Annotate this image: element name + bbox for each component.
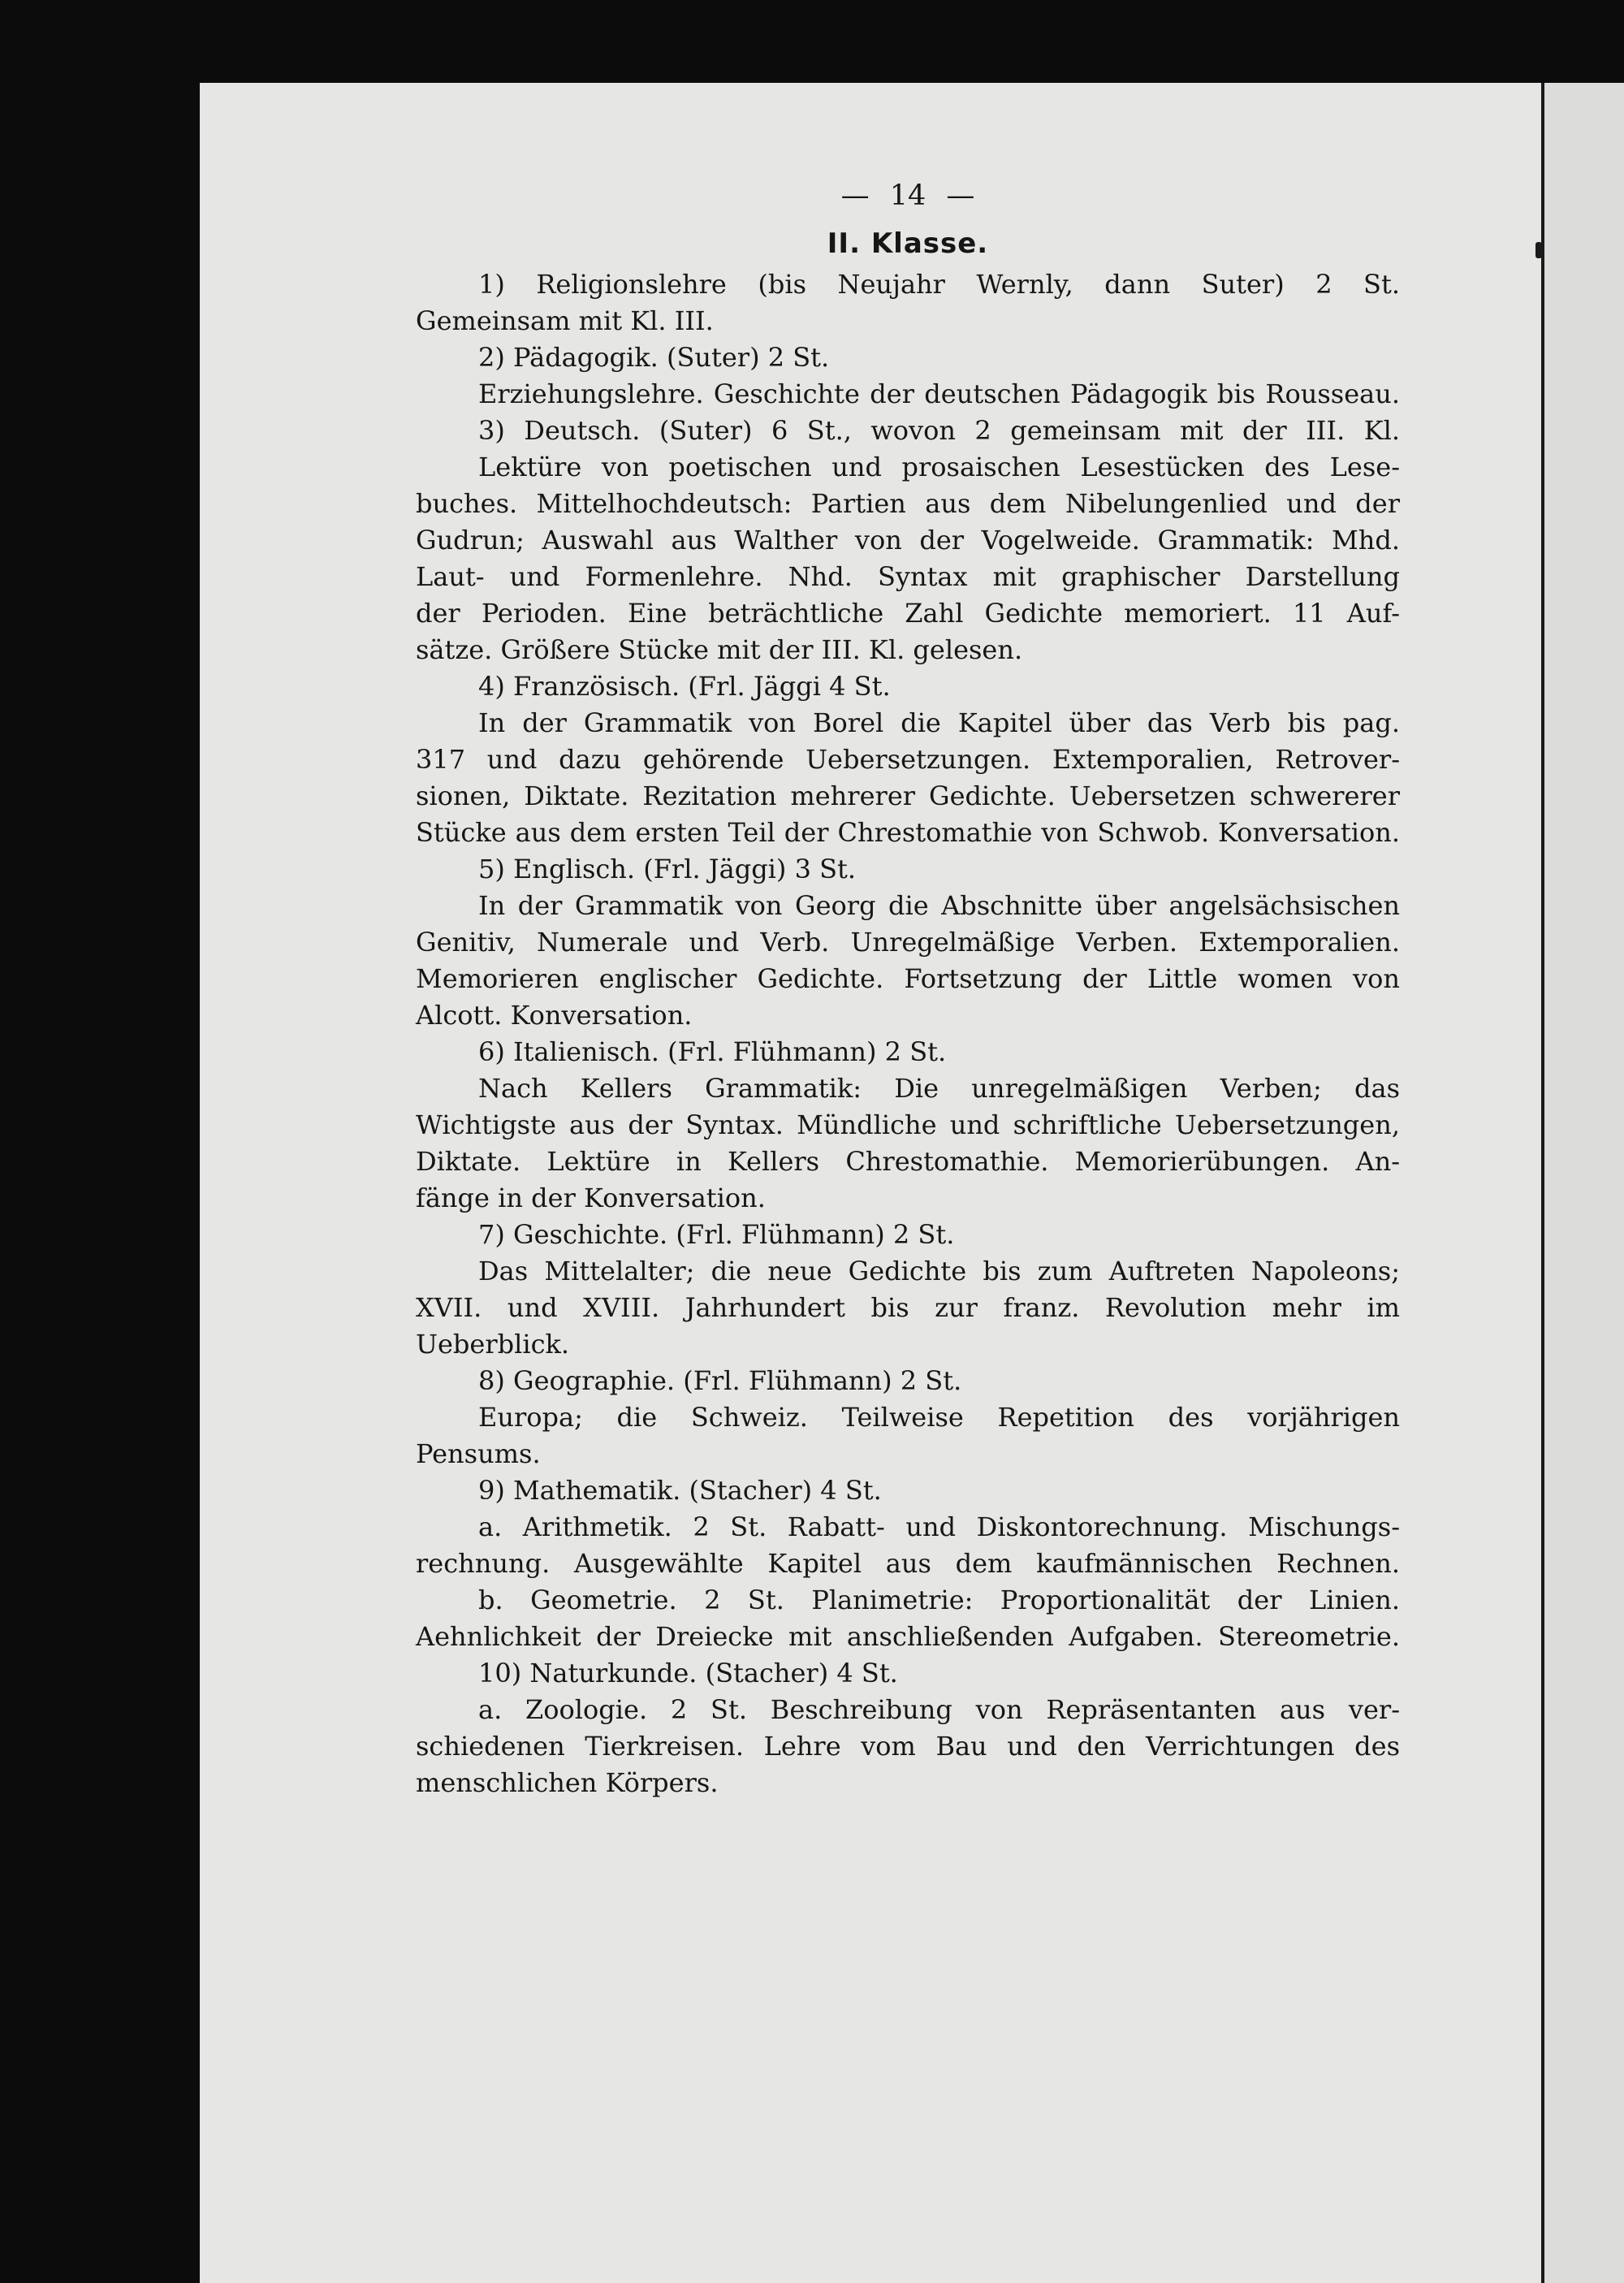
text-line: Memorieren englischer Gedichte. Fortsetzung der Little women von	[416, 963, 1400, 994]
text-line: a. Zoologie. 2 St. Beschreibung von Repräsentanten aus ver-	[478, 1694, 1400, 1725]
text-line: Stücke aus dem ersten Teil der Chrestomathie von Schwob. Konversation.	[416, 817, 1400, 848]
text-line: In der Grammatik von Borel die Kapitel über das Verb bis pag.	[478, 707, 1400, 738]
text-line: Das Mittelalter; die neue Gedichte bis zum Auftreten Napoleons;	[478, 1256, 1400, 1286]
text-line: Lektüre von poetischen und prosaischen Lesestücken des Lese-	[478, 452, 1400, 482]
text-line: Erziehungslehre. Geschichte der deutschen Pädagogik bis Rousseau.	[478, 378, 1400, 409]
text-line: 317 und dazu gehörende Uebersetzungen. Extemporalien, Retrover-	[416, 744, 1400, 775]
section-heading: II. Klasse.	[827, 227, 989, 260]
text-line: sätze. Größere Stücke mit der III. Kl. gelesen.	[416, 634, 1023, 665]
text-line: Diktate. Lektüre in Kellers Chrestomathie. Memorierübungen. An-	[416, 1146, 1400, 1177]
text-line: Europa; die Schweiz. Teilweise Repetition des vorjährigen	[478, 1402, 1400, 1433]
text-line: Genitiv, Numerale und Verb. Unregelmäßige Verben. Extemporalien.	[416, 927, 1400, 958]
page-text	[416, 171, 1400, 1801]
page-edge-mark	[1535, 242, 1542, 258]
text-line: Gemeinsam mit Kl. III.	[416, 305, 714, 336]
text-line: 8) Geographie. (Frl. Flühmann) 2 St.	[478, 1365, 962, 1396]
text-line: 3) Deutsch. (Suter) 6 St., wovon 2 gemeinsam mit der III. Kl.	[478, 415, 1400, 446]
text-line: 4) Französisch. (Frl. Jäggi 4 St.	[478, 671, 891, 702]
text-line: 10) Naturkunde. (Stacher) 4 St.	[478, 1658, 898, 1688]
text-line: Laut- und Formenlehre. Nhd. Syntax mit graphischer Darstellung	[416, 561, 1400, 592]
text-line: 9) Mathematik. (Stacher) 4 St.	[478, 1475, 882, 1506]
text-line: fänge in der Konversation.	[416, 1183, 766, 1213]
text-line: 2) Pädagogik. (Suter) 2 St.	[478, 342, 830, 373]
text-line: der Perioden. Eine beträchtliche Zahl Gedichte memoriert. 11 Auf-	[416, 598, 1400, 629]
text-line: rechnung. Ausgewählte Kapitel aus dem kaufmännischen Rechnen.	[416, 1548, 1400, 1579]
text-line: Ueberblick.	[416, 1329, 570, 1360]
page-number: — 14 —	[840, 179, 975, 212]
text-line: a. Arithmetik. 2 St. Rabatt- und Diskontorechnung. Mischungs-	[478, 1511, 1400, 1542]
text-line: Gudrun; Auswahl aus Walther von der Vogelweide. Grammatik: Mhd.	[416, 525, 1400, 556]
text-line: buches. Mittelhochdeutsch: Partien aus dem Nibelungenlied und der	[416, 488, 1400, 519]
text-line: sionen, Diktate. Rezitation mehrerer Gedichte. Uebersetzen schwererer	[416, 780, 1400, 811]
text-line: menschlichen Körpers.	[416, 1767, 719, 1798]
text-line: XVII. und XVIII. Jahrhundert bis zur franz. Revolution mehr im	[416, 1292, 1400, 1323]
text-line: schiedenen Tierkreisen. Lehre vom Bau und den Verrichtungen des	[416, 1731, 1400, 1762]
text-line: 6) Italienisch. (Frl. Flühmann) 2 St.	[478, 1036, 947, 1067]
adjacent-page-edge	[1541, 83, 1624, 2283]
text-line: Alcott. Konversation.	[416, 1000, 693, 1031]
text-line: 5) Englisch. (Frl. Jäggi) 3 St.	[478, 854, 857, 884]
text-line: Wichtigste aus der Syntax. Mündliche und schriftliche Uebersetzungen,	[416, 1109, 1400, 1140]
text-line: 1) Religionslehre (bis Neujahr Wernly, dann Suter) 2 St.	[478, 269, 1400, 300]
text-line: In der Grammatik von Georg die Abschnitte über angelsächsischen	[478, 890, 1400, 921]
text-line: Pensums.	[416, 1438, 541, 1469]
text-line: 7) Geschichte. (Frl. Flühmann) 2 St.	[478, 1219, 955, 1250]
text-line: b. Geometrie. 2 St. Planimetrie: Proportionalität der Linien.	[478, 1585, 1400, 1615]
text-line: Nach Kellers Grammatik: Die unregelmäßigen Verben; das	[478, 1073, 1400, 1104]
text-line: Aehnlichkeit der Dreiecke mit anschließenden Aufgaben. Stereometrie.	[416, 1621, 1400, 1652]
